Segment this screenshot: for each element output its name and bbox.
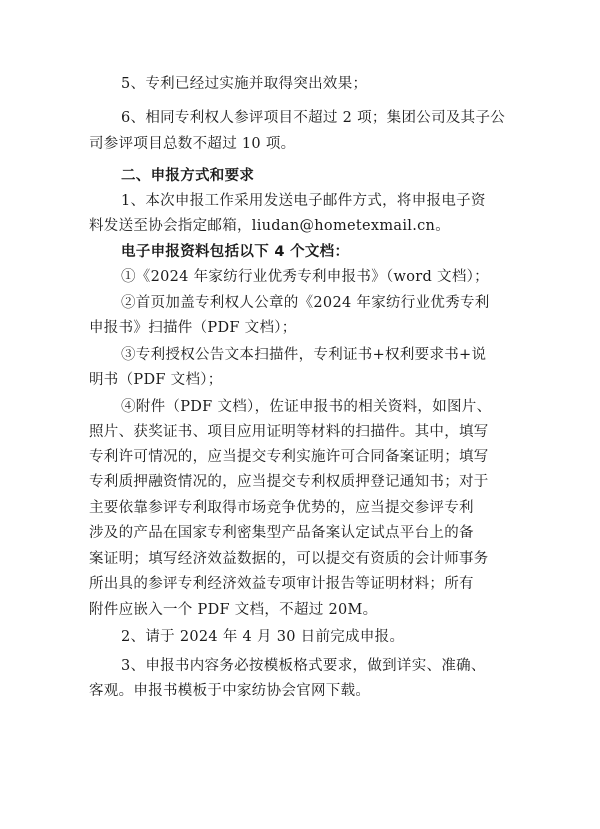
paragraph-line: 专利许可情况的，应当提交专利实施许可合同备案证明；填写 (89, 449, 489, 465)
paragraph-line: 所出具的参评专利经济效益专项审计报告等证明材料；所有 (89, 576, 474, 592)
paragraph-line: 照片、获奖证书、项目应用证明等材料的扫描件。其中，填写 (89, 424, 489, 440)
paragraph-line: 料发送至协会指定邮箱，liudan@hometexmail.cn。 (89, 218, 450, 234)
paragraph-line: 3、申报书内容务必按模板格式要求，做到详实、准确、 (121, 658, 486, 674)
paragraph-line: 专利质押融资情况的，应当提交专利权质押登记通知书；对于 (89, 474, 489, 490)
paragraph-line: 涉及的产品在国家专利密集型产品备案认定试点平台上的备 (89, 525, 474, 541)
list-item: ④附件（PDF 文档），佐证申报书的相关资料，如图片、 (121, 399, 492, 415)
paragraph-line: 客观。申报书模板于中家纺协会官网下载。 (89, 683, 371, 699)
paragraph-line: 申报书》扫描件（PDF 文档）； (89, 320, 297, 336)
list-item: ②首页加盖专利权人公章的《2024 年家纺行业优秀专利 (121, 295, 490, 311)
paragraph-line: 6、相同专利权人参评项目不超过 2 项；集团公司及其子公 (121, 110, 506, 126)
section-heading: 二、申报方式和要求 (121, 168, 255, 184)
list-item: ①《2024 年家纺行业优秀专利申报书》（word 文档）； (121, 269, 489, 285)
subheading: 电子申报资料包括以下 4 个文档： (121, 244, 350, 260)
paragraph-line: 明书（PDF 文档）； (89, 372, 223, 388)
list-item: ③专利授权公告文本扫描件，专利证书+权利要求书+说 (121, 347, 487, 363)
paragraph-line: 主要依靠参评专利取得市场竞争优势的，应当提交参评专利 (89, 500, 474, 516)
paragraph-line: 5、专利已经过实施并取得突出效果； (121, 76, 368, 92)
paragraph-line: 案证明；填写经济效益数据的，可以提交有资质的会计师事务 (89, 551, 489, 567)
paragraph-line: 司参评项目总数不超过 10 项。 (89, 136, 296, 152)
paragraph-line: 1、本次申报工作采用发送电子邮件方式，将申报电子资 (121, 193, 486, 209)
paragraph-line: 附件应嵌入一个 PDF 文档，不超过 20M。 (89, 602, 378, 618)
paragraph-line: 2、请于 2024 年 4 月 30 日前完成申报。 (121, 629, 405, 645)
